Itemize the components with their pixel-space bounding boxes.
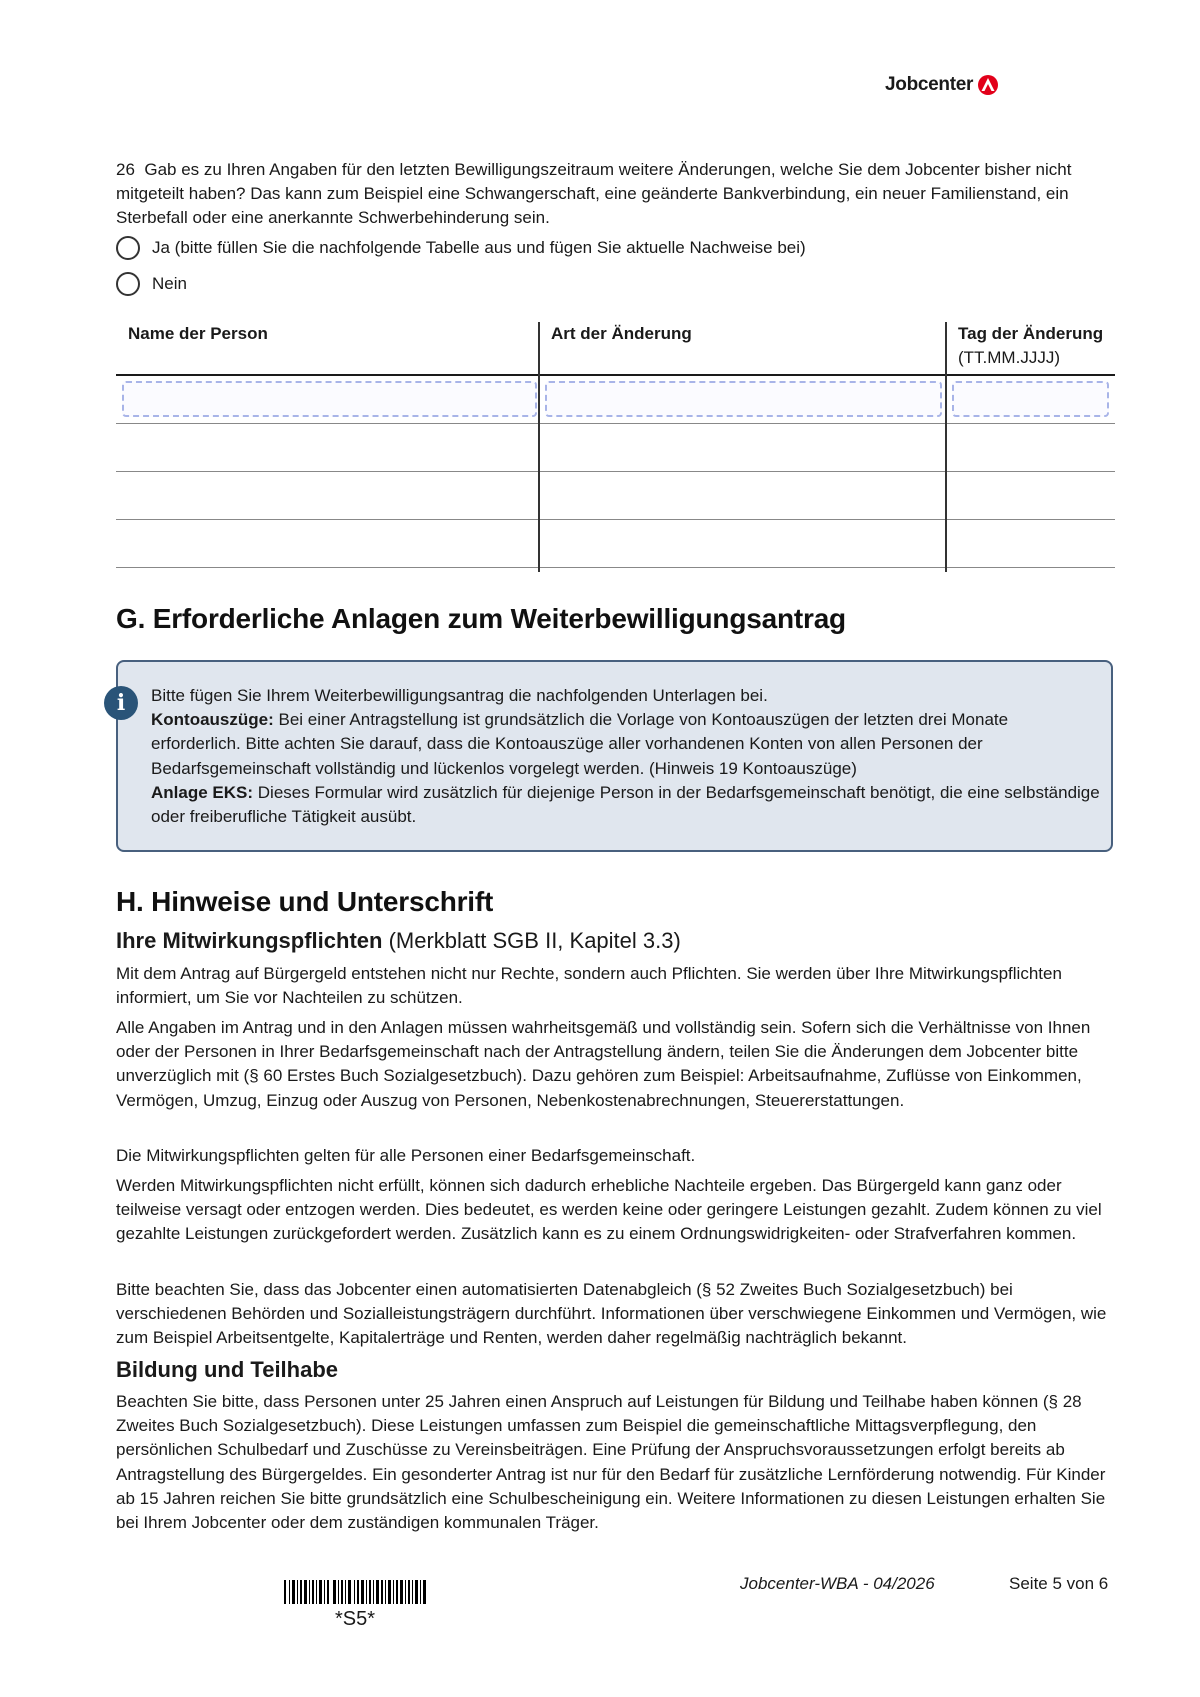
radio-nein[interactable]	[116, 272, 140, 296]
question-text: Gab es zu Ihren Angaben für den letzten Bewilligungszeitraum weitere Änderungen, welche Sie dem Jobcenter bisher nicht mitgeteilt haben? Das kann zum Beispiel eine Schwangerschaft, eine geänderte Bankverbindung, ein neuer Familienstand, ein Sterbefall oder eine anerkannte Schwerbehinderung sein.	[116, 160, 1072, 227]
barcode	[284, 1580, 426, 1604]
eks-text: Dieses Formular wird zusätzlich für diejenige Person in der Bedarfsgemeinschaft benötigt, die eine selbständige oder freiberufliche Tätigkeit ausübt.	[151, 782, 1100, 827]
section-h-title: H. Hinweise und Unterschrift	[116, 886, 494, 917]
radio-option-nein[interactable]	[116, 272, 187, 296]
changes-table	[116, 318, 1115, 568]
paragraph: Werden Mitwirkungspflichten nicht erfüllt, können sich dadurch erhebliche Nachteile ergeben. Das Bürgergeld kann ganz oder teilweise versagt oder entzogen werden. Dies bedeutet, es werden keine oder geringere Leistungen gezahlt. Zudem können zu viel gezahlte Leistungen zurückgefordert werden. Zusätzlich kann es zu einem Ordnungswidrigkeiten- oder Strafverfahren kommen.	[116, 1176, 1102, 1244]
page-number: Seite 5 von 6	[1009, 1574, 1109, 1593]
question-26-text	[116, 158, 1116, 230]
change-date-input[interactable]	[952, 381, 1109, 417]
radio-ja[interactable]	[116, 236, 140, 260]
eks-label: Anlage EKS:	[151, 782, 254, 802]
col-date-format: (TT.MM.JJJJ)	[958, 348, 1060, 367]
jobcenter-logo	[885, 74, 999, 96]
barcode-label: *S5*	[334, 1608, 376, 1630]
table-header	[116, 318, 1115, 376]
col-name-header: Name der Person	[128, 324, 268, 343]
bildung-heading: Bildung und Teilhabe	[116, 1357, 339, 1382]
mitwirkung-title: Ihre Mitwirkungspflichten	[116, 928, 383, 953]
radio-ja-label: Ja (bitte füllen Sie die nachfolgende Tabelle aus und fügen Sie aktuelle Nachweise bei)	[152, 238, 806, 257]
info-text	[151, 684, 1101, 829]
radio-nein-label: Nein	[152, 274, 187, 293]
jobcenter-logo-icon	[977, 74, 999, 96]
col-type-header: Art der Änderung	[551, 324, 692, 343]
mitwirkung-ref: (Merkblatt SGB II, Kapitel 3.3)	[388, 928, 681, 953]
column-divider	[945, 322, 947, 572]
kontoauszuege-label: Kontoauszüge:	[151, 710, 274, 730]
col-date-header	[946, 322, 1103, 370]
name-input[interactable]	[122, 381, 537, 417]
paragraph: Mit dem Antrag auf Bürgergeld entstehen nicht nur Rechte, sondern auch Pflichten. Sie werden über Ihre Mitwirkungspflichten informiert, um Sie vor Nachteilen zu schützen.	[116, 964, 1062, 1008]
paragraph: Die Mitwirkungspflichten gelten für alle Personen einer Bedarfsgemeinschaft.	[116, 1146, 696, 1165]
bildung-paragraph: Beachten Sie bitte, dass Personen unter 25 Jahren einen Anspruch auf Leistungen für Bildung und Teilhabe haben können (§ 28 Zweites Buch Sozialgesetzbuch). Diese Leistungen umfassen zum Beispiel die gemeinschaftliche Mittagsverpflegung, den persönlichen Schulbedarf und Zuschüsse zu Vereinsbeiträgen. Eine Prüfung der Anspruchsvoraussetzungen erfolgt bereits ab Antragstellung des Bürgergeldes. Ein gesonderter Antrag ist nur für den Bedarf für zusätzliche Lernförderung notwendig. Für Kinder ab 15 Jahren reichen Sie bitte grundsätzlich eine Schulbescheinigung ein. Weitere Informationen zu diesen Leistungen erhalten Sie bei Ihrem Jobcenter oder dem zuständigen kommunalen Träger.	[116, 1392, 1106, 1533]
section-g-title: G. Erforderliche Anlagen zum Weiterbewilligungsantrag	[116, 603, 846, 634]
kontoauszuege-text: Bei einer Antragstellung ist grundsätzlich die Vorlage von Kontoauszügen der letzten drei Monate erforderlich. Bitte achten Sie darauf, dass die Kontoauszüge aller vorhandenen Konten von allen Personen der Bedarfsgemeinschaft vollständig und lückenlos vorgelegt werden. (Hinweis 19 Kontoauszüge)	[151, 710, 1009, 778]
column-divider	[538, 322, 540, 572]
info-eks	[151, 781, 1101, 829]
radio-option-ja[interactable]	[116, 236, 806, 260]
table-row	[116, 472, 1115, 520]
col-date-title: Tag der Änderung	[958, 324, 1104, 343]
info-intro: Bitte fügen Sie Ihrem Weiterbewilligungsantrag die nachfolgenden Unterlagen bei.	[151, 686, 768, 705]
info-kontoauszuege	[151, 708, 1101, 781]
change-type-input[interactable]	[545, 381, 942, 417]
mitwirkung-heading	[116, 928, 681, 954]
logo-text: Jobcenter	[885, 74, 974, 95]
document-id: Jobcenter-WBA - 04/2026	[740, 1574, 935, 1593]
table-row	[116, 376, 1115, 424]
table-row	[116, 520, 1115, 568]
question-number: 26	[116, 160, 135, 179]
table-row	[116, 424, 1115, 472]
paragraph: Alle Angaben im Antrag und in den Anlagen müssen wahrheitsgemäß und vollständig sein. Sofern sich die Verhältnisse von Ihnen oder der Personen in Ihrer Bedarfsgemeinschaft nach der Antragstellung ändern, teilen Sie die Änderungen dem Jobcenter bitte unverzüglich mit (§ 60 Erstes Buch Sozialgesetzbuch). Dazu gehören zum Beispiel: Arbeitsaufnahme, Zuflüsse von Einkommen, Vermögen, Umzug, Einzug oder Auszug von Personen, Nebenkostenabrechnungen, Steuererstattungen.	[116, 1018, 1091, 1110]
paragraph: Bitte beachten Sie, dass das Jobcenter einen automatisierten Datenabgleich (§ 52 Zweites Buch Sozialgesetzbuch) bei verschiedenen Behörden und Sozialleistungsträgern durchführt. Informationen über verschwiegene Einkommen und Vermögen, wie zum Beispiel Arbeitsentgelte, Kapitalerträge und Renten, werden daher regelmäßig nachträglich bekannt.	[116, 1280, 1107, 1348]
info-icon: i	[104, 686, 138, 720]
